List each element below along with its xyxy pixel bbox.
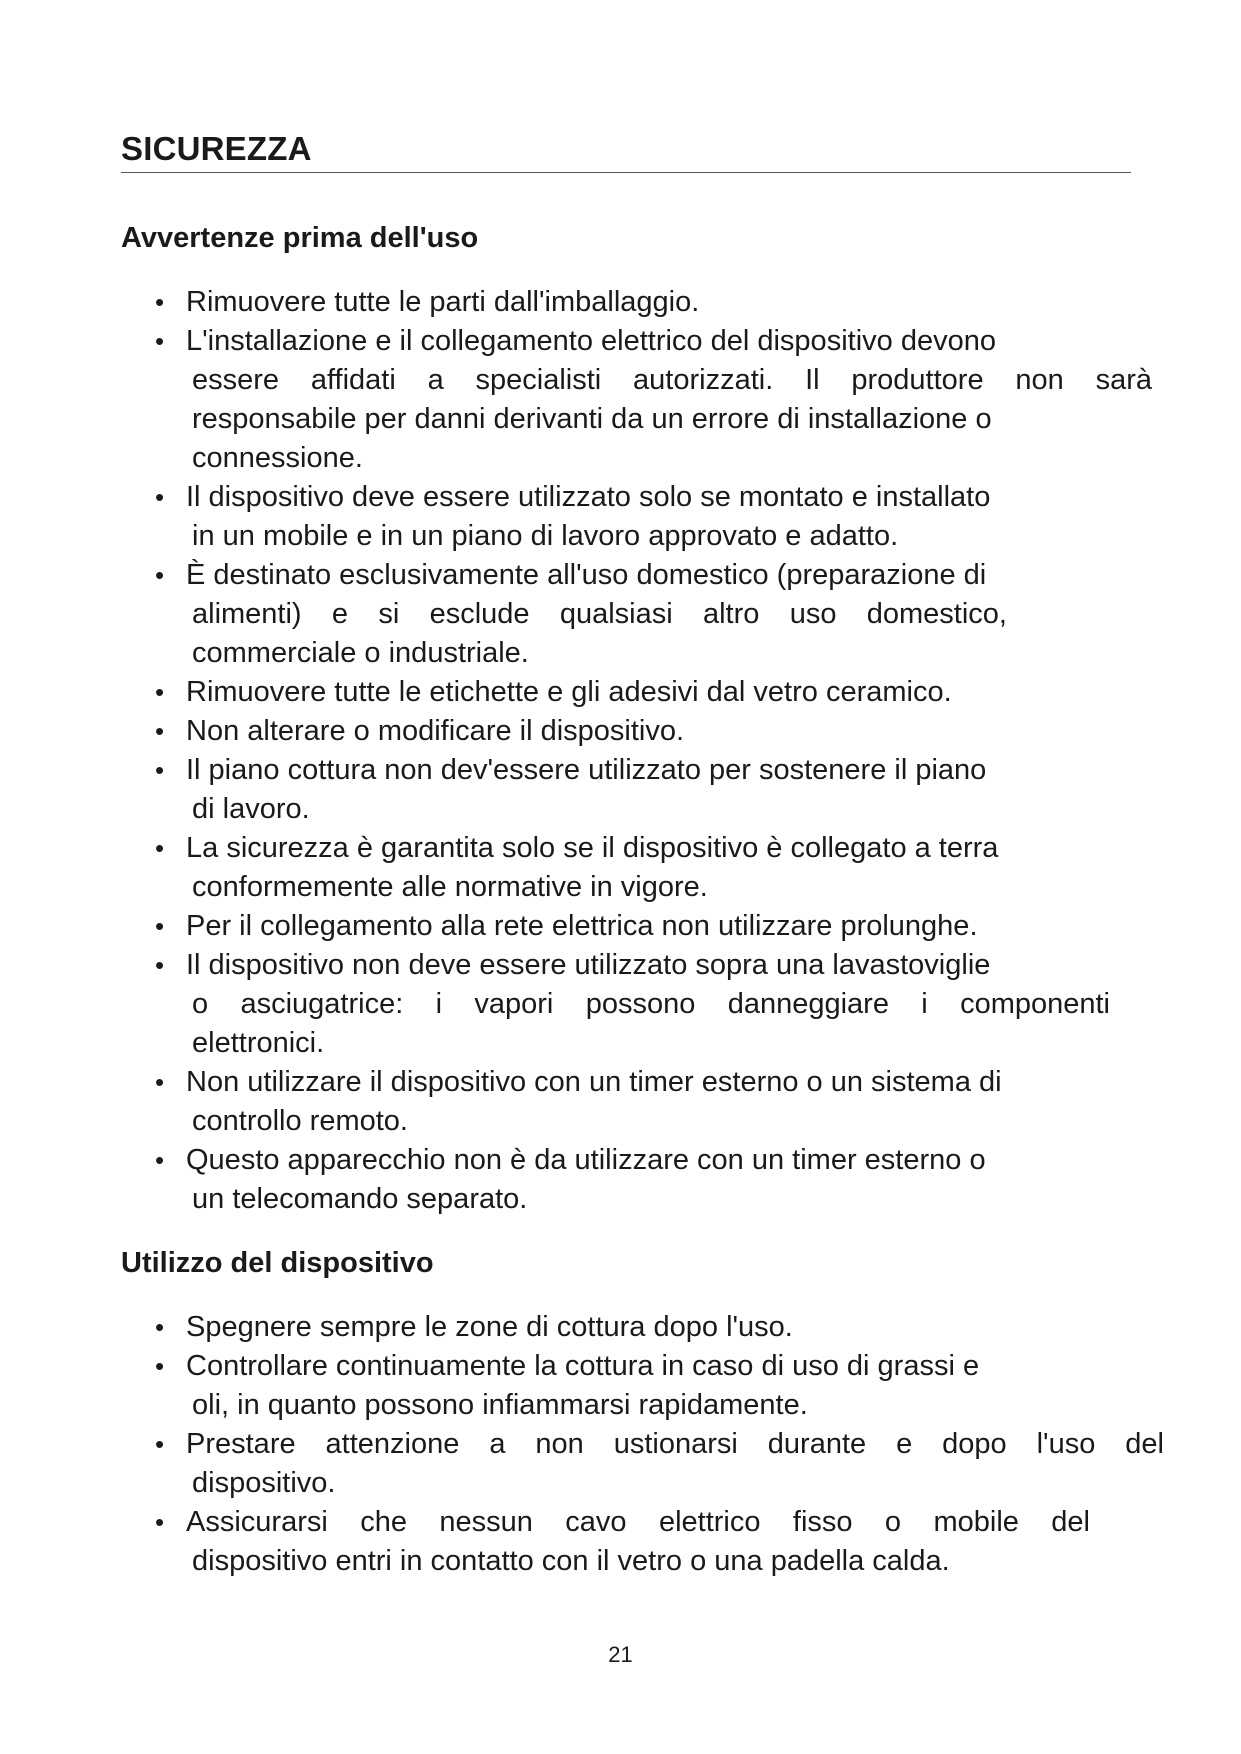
list-item-line: commerciale o industriale. xyxy=(192,637,529,669)
list-item-line: Il piano cottura non dev'essere utilizzato per sostenere il piano xyxy=(186,754,987,786)
list-item-line: Il dispositivo non deve essere utilizzato sopra una lavastoviglie xyxy=(186,949,991,981)
list-item-line: un telecomando separato. xyxy=(192,1183,528,1215)
list-item-line: Non utilizzare il dispositivo con un timer esterno o un sistema di xyxy=(186,1066,1002,1098)
list-item xyxy=(0,1425,1162,1503)
list-item-line: elettronici. xyxy=(192,1027,325,1059)
list-item-line: controllo remoto. xyxy=(192,1105,408,1137)
bullet-icon: • xyxy=(155,1507,165,1537)
list-item xyxy=(0,556,1162,673)
bullet-icon: • xyxy=(155,950,165,980)
list-item-line: conformemente alle normative in vigore. xyxy=(192,871,708,903)
list-item xyxy=(0,907,1162,946)
bullet-icon: • xyxy=(155,560,165,590)
warnings-list xyxy=(0,283,1162,1219)
list-item xyxy=(0,283,1162,322)
list-item-line: Controllare continuamente la cottura in caso di uso di grassi e xyxy=(186,1350,980,1382)
page-number: 21 xyxy=(608,1642,633,1667)
list-item xyxy=(0,1063,1162,1141)
list-item xyxy=(0,322,1162,478)
title-underline xyxy=(121,172,1131,173)
bullet-icon: • xyxy=(155,911,165,941)
list-item xyxy=(0,673,1162,712)
list-item xyxy=(0,751,1162,829)
list-item xyxy=(0,1503,1162,1581)
list-item-line: Assicurarsi che nessun cavo elettrico fisso o mobile del xyxy=(186,1506,1090,1538)
warnings-heading: Avvertenze prima dell'uso xyxy=(121,222,479,254)
list-item-line: Non alterare o modificare il dispositivo. xyxy=(186,715,685,747)
list-item-line: oli, in quanto possono infiammarsi rapidamente. xyxy=(192,1389,808,1421)
device-use-heading: Utilizzo del dispositivo xyxy=(121,1247,434,1279)
bullet-icon: • xyxy=(155,287,165,317)
list-item xyxy=(0,1308,1162,1347)
list-item-line: Questo apparecchio non è da utilizzare con un timer esterno o xyxy=(186,1144,986,1176)
bullet-icon: • xyxy=(155,1429,165,1459)
list-item-line: alimenti) e si esclude qualsiasi altro uso domestico, xyxy=(192,598,1007,630)
list-item-line: di lavoro. xyxy=(192,793,310,825)
list-item xyxy=(0,946,1162,1063)
list-item-line: o asciugatrice: i vapori possono danneggiare i componenti xyxy=(192,988,1110,1020)
list-item-line: Per il collegamento alla rete elettrica non utilizzare prolunghe. xyxy=(186,910,978,942)
list-item-line: L'installazione e il collegamento elettrico del dispositivo devono xyxy=(186,325,996,357)
list-item-line: Il dispositivo deve essere utilizzato solo se montato e installato xyxy=(186,481,991,513)
bullet-icon: • xyxy=(155,326,165,356)
bullet-icon: • xyxy=(155,1351,165,1381)
bullet-icon: • xyxy=(155,1312,165,1342)
list-item xyxy=(0,1347,1162,1425)
bullet-icon: • xyxy=(155,755,165,785)
list-item-line: Rimuovere tutte le parti dall'imballaggio. xyxy=(186,286,700,318)
bullet-icon: • xyxy=(155,482,165,512)
list-item-line: dispositivo. xyxy=(192,1467,336,1499)
list-item-line: essere affidati a specialisti autorizzati. Il produttore non sarà xyxy=(192,364,1152,396)
bullet-icon: • xyxy=(155,716,165,746)
list-item-line: in un mobile e in un piano di lavoro approvato e adatto. xyxy=(192,520,899,552)
list-item-line: Prestare attenzione a non ustionarsi durante e dopo l'uso del xyxy=(186,1428,1164,1460)
list-item-line: È destinato esclusivamente all'uso domestico (preparazione di xyxy=(186,559,987,591)
list-item-line: responsabile per danni derivanti da un errore di installazione o xyxy=(192,403,992,435)
list-item-line: Rimuovere tutte le etichette e gli adesivi dal vetro ceramico. xyxy=(186,676,952,708)
bullet-icon: • xyxy=(155,833,165,863)
list-item xyxy=(0,712,1162,751)
list-item-line: connessione. xyxy=(192,442,363,474)
section-title: SICUREZZA xyxy=(121,130,312,167)
bullet-icon: • xyxy=(155,1145,165,1175)
bullet-icon: • xyxy=(155,677,165,707)
list-item xyxy=(0,478,1162,556)
list-item-line: La sicurezza è garantita solo se il dispositivo è collegato a terra xyxy=(186,832,999,864)
list-item-line: Spegnere sempre le zone di cottura dopo l'uso. xyxy=(186,1311,793,1343)
list-item-line: dispositivo entri in contatto con il vetro o una padella calda. xyxy=(192,1545,950,1577)
bullet-icon: • xyxy=(155,1067,165,1097)
list-item xyxy=(0,829,1162,907)
list-item xyxy=(0,1141,1162,1219)
device-use-list xyxy=(0,1308,1162,1581)
